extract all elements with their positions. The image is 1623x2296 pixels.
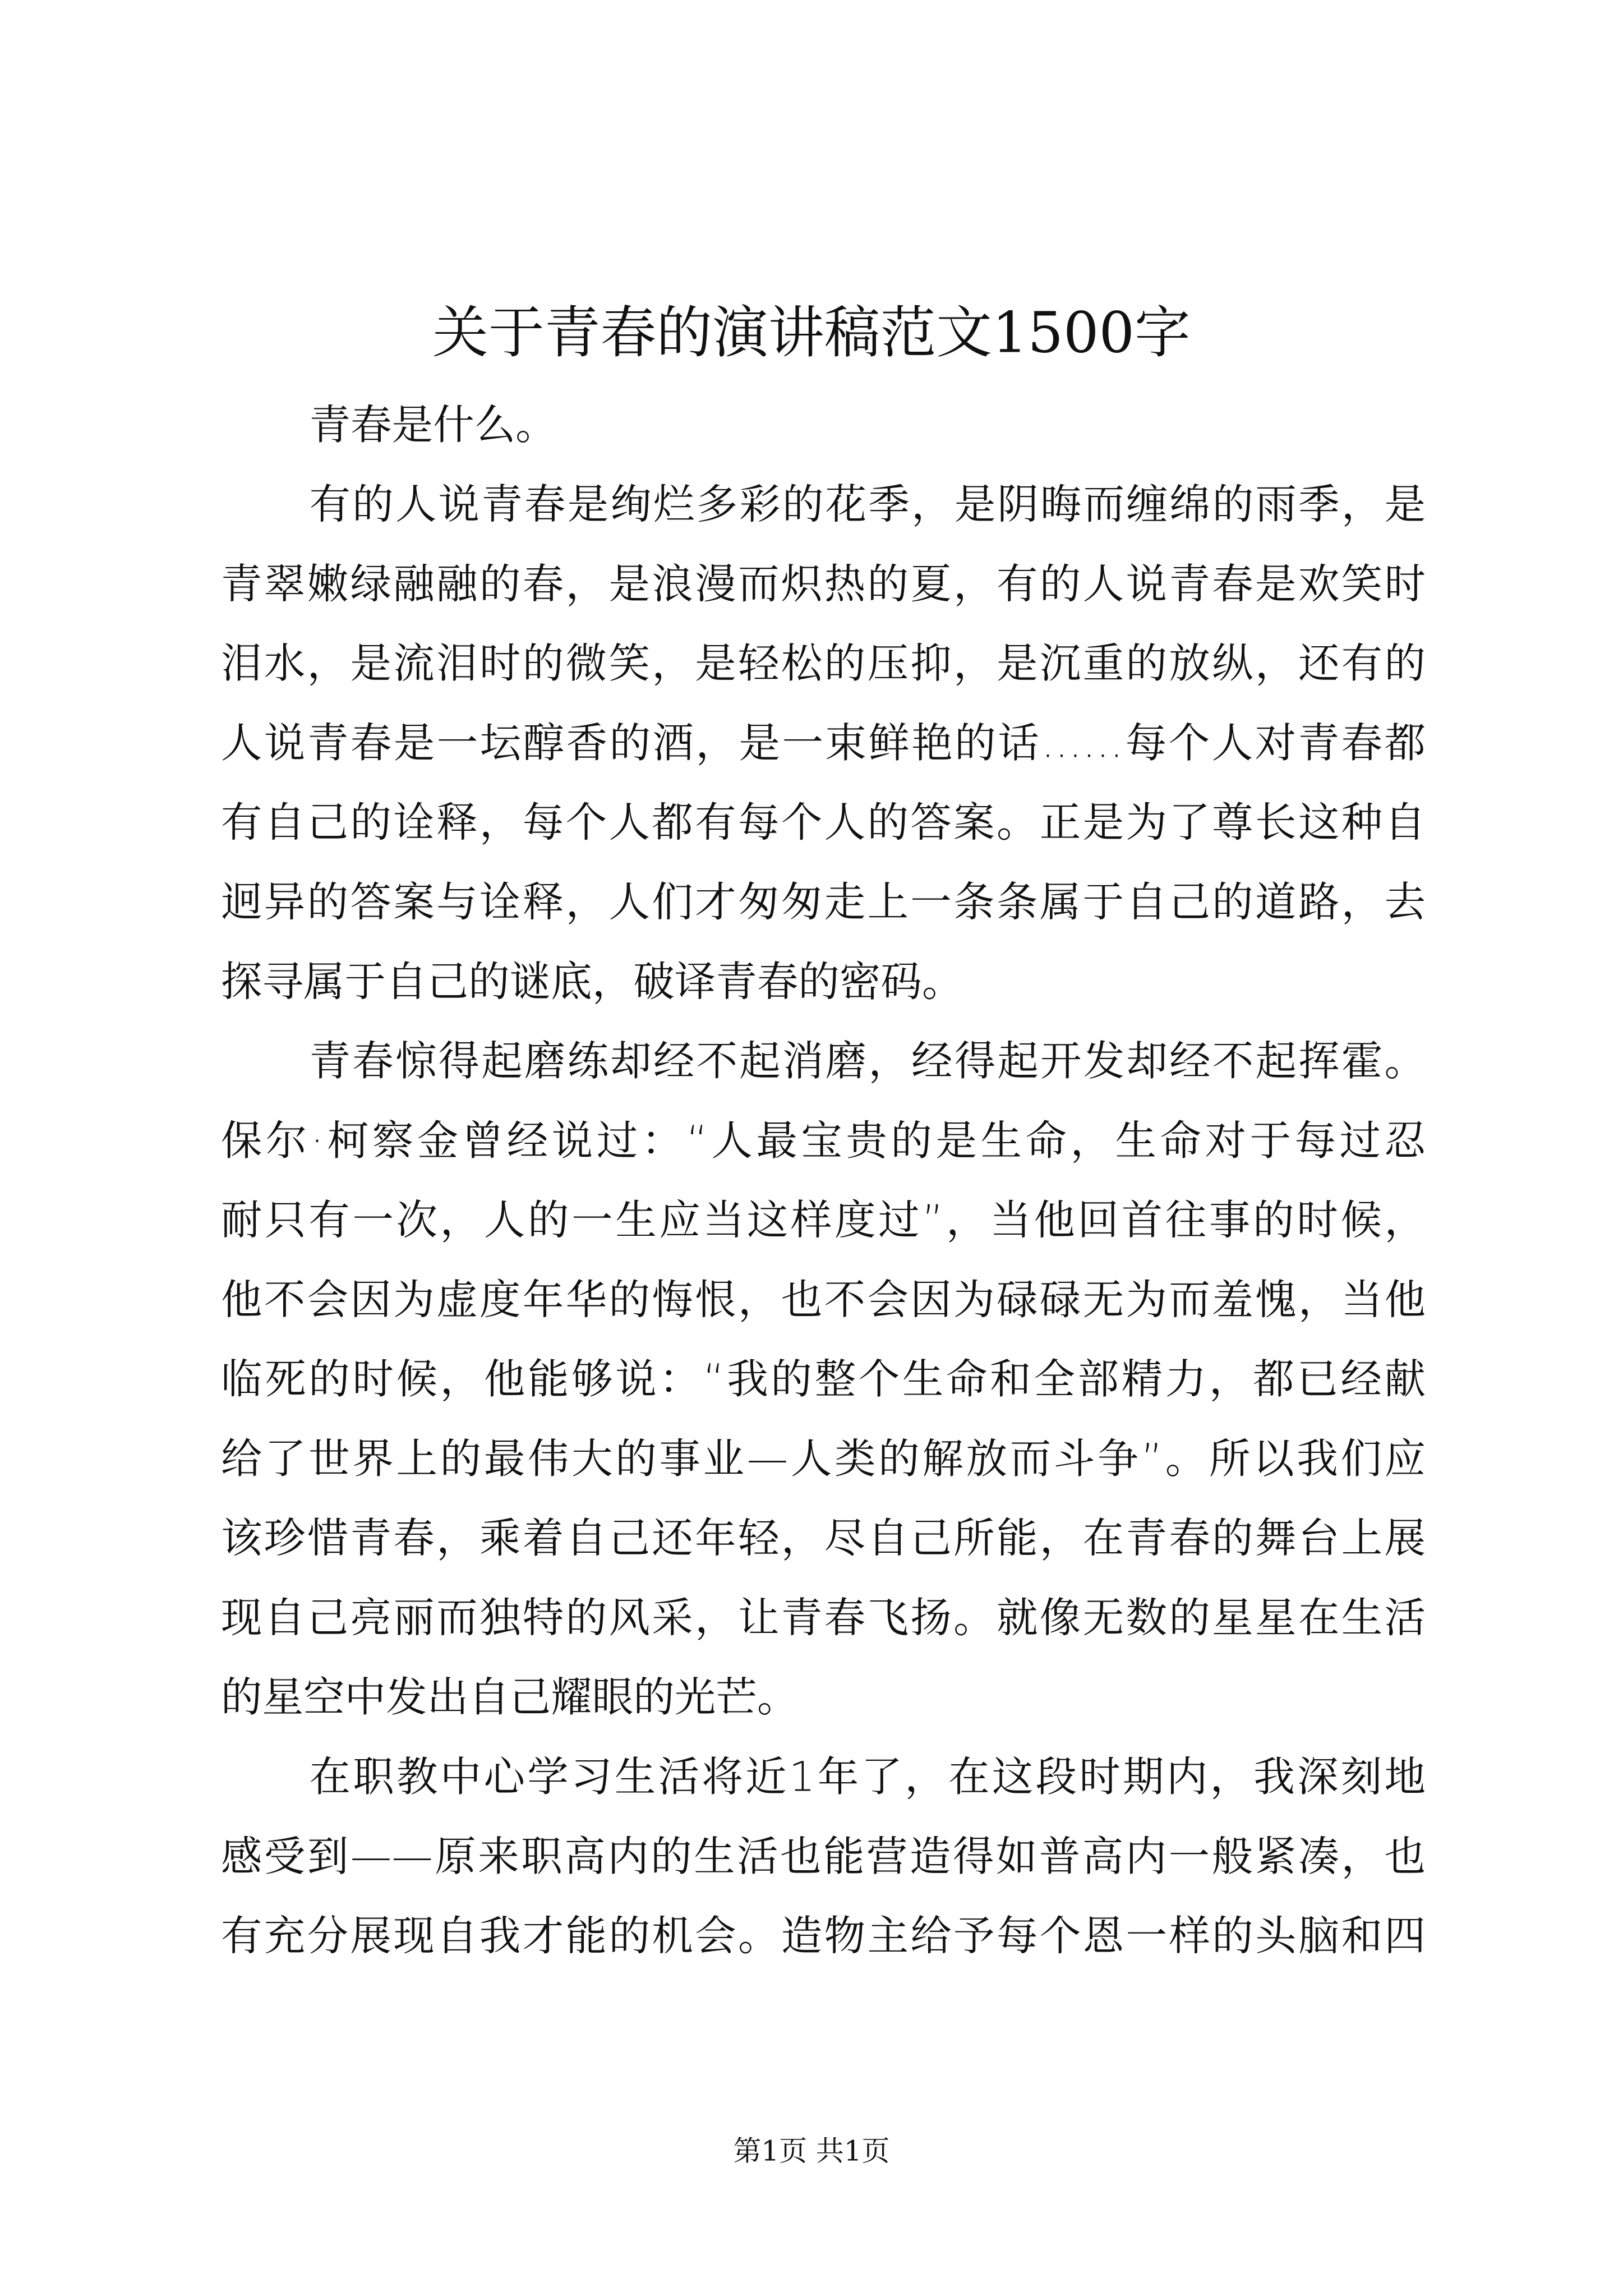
paragraph-line: 青翠嫩绿融融的春，是浪漫而炽热的夏，有的人说青春是欢笑时 [220,559,1426,609]
paragraph-line: 有的人说青春是绚烂多彩的花季，是阴晦而缠绵的雨季，是 [309,480,1426,529]
paragraph-line: 探寻属于自己的谜底，破译青春的密码。 [220,957,963,1006]
paragraph-line: 在职教中心学习生活将近1年了，在这段时期内，我深刻地 [309,1752,1426,1801]
page-footer: 第1页 共1页 [733,2135,890,2168]
paragraph-line: 青春惊得起磨练却经不起消磨，经得起开发却经不起挥霍。 [309,1037,1426,1085]
paragraph-line: 有充分展现自我才能的机会。造物主给予每个恩一样的头脑和四 [220,1911,1426,1961]
paragraph-line: 人说青春是一坛醇香的酒，是一束鲜艳的话……每个人对青春都 [220,719,1426,767]
paragraph-line: 迥异的答案与诠释，人们才匆匆走上一条条属于自己的道路，去 [220,877,1426,927]
paragraph-line: 现自己亮丽而独特的风采，让青春飞扬。就像无数的星星在生活 [220,1593,1426,1642]
paragraph-line: 泪水，是流泪时的微笑，是轻松的压抑，是沉重的放纵，还有的 [220,639,1426,688]
paragraph-line: 保尔·柯察金曾经说过：“人最宝贵的是生命，生命对于每过忍 [220,1116,1426,1165]
paragraph-line: 耐只有一次，人的一生应当这样度过”，当他回首往事的时候， [220,1195,1426,1245]
paragraph-line: 感受到——原来职高内的生活也能营造得如普高内一般紧凑，也 [220,1832,1426,1881]
document-title: 关于青春的演讲稿范文1500字 [432,300,1191,366]
paragraph-line: 青春是什么。 [309,401,557,449]
paragraph-line: 该珍惜青春，乘着自己还年轻，尽自己所能，在青春的舞台上展 [220,1513,1426,1563]
paragraph-line: 他不会因为虚度年华的悔恨，也不会因为碌碌无为而羞愧，当他 [220,1275,1426,1324]
paragraph-line: 有自己的诠释，每个人都有每个人的答案。正是为了尊长这种自 [220,798,1426,847]
paragraph-line: 临死的时候，他能够说：“我的整个生命和全部精力，都已经献 [220,1355,1426,1404]
paragraph-line: 给了世界上的最伟大的事业—人类的解放而斗争”。所以我们应 [220,1434,1426,1483]
paragraph-line: 的星空中发出自己耀眼的光芒。 [220,1673,799,1722]
